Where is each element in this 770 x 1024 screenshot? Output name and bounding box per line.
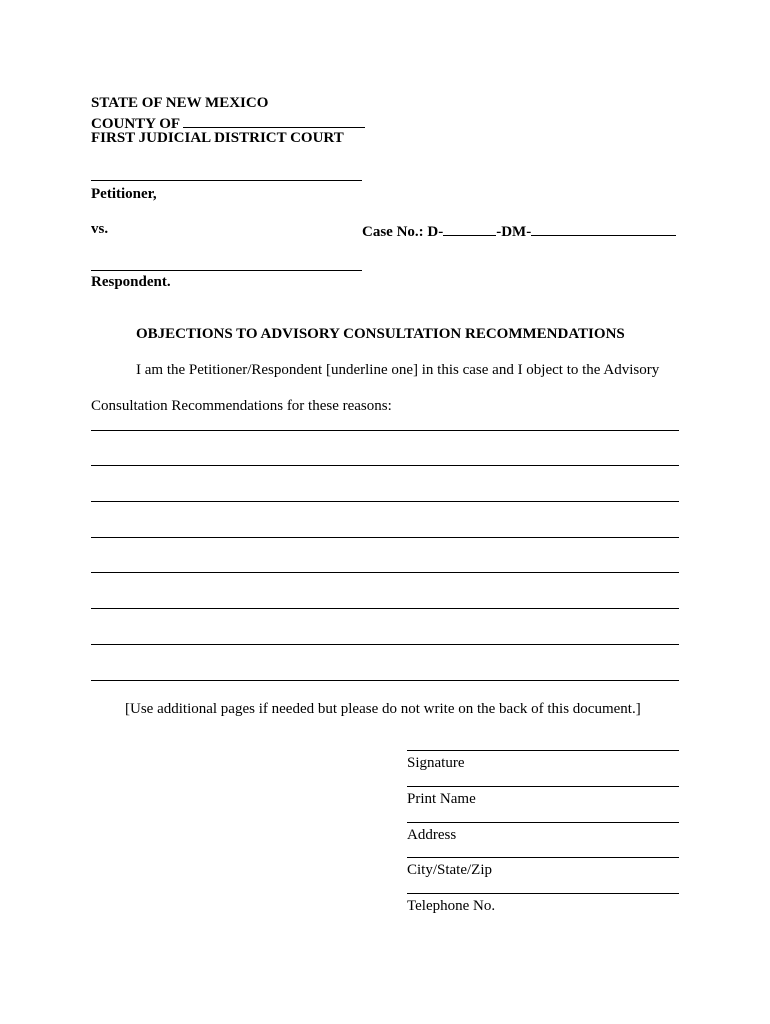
reason-line[interactable]	[91, 608, 679, 609]
petitioner-name-field[interactable]	[91, 180, 362, 181]
telephone-label: Telephone No.	[407, 898, 496, 914]
signature-field[interactable]	[407, 750, 679, 751]
print-name-label: Print Name	[407, 791, 476, 807]
reason-line[interactable]	[91, 501, 679, 502]
print-name-field[interactable]	[407, 786, 679, 787]
case-no-prefix: Case No.: D-	[362, 224, 444, 240]
address-field[interactable]	[407, 822, 679, 823]
address-label: Address	[407, 827, 457, 843]
court-heading: FIRST JUDICIAL DISTRICT COURT	[91, 130, 344, 146]
reason-line[interactable]	[91, 430, 679, 431]
petitioner-label: Petitioner,	[91, 186, 157, 202]
respondent-label: Respondent.	[91, 274, 171, 290]
reason-line[interactable]	[91, 644, 679, 645]
county-label: COUNTY OF	[91, 116, 180, 132]
additional-pages-note: [Use additional pages if needed but please do not write on the back of this document.]	[125, 701, 641, 717]
telephone-field[interactable]	[407, 893, 679, 894]
county-field[interactable]	[183, 113, 365, 128]
case-no-field-1[interactable]	[443, 221, 496, 236]
intro-line-1: I am the Petitioner/Respondent [underline one] in this case and I object to the Advisory	[136, 362, 660, 378]
reason-line[interactable]	[91, 465, 679, 466]
case-no-field-2[interactable]	[531, 221, 676, 236]
case-number-line	[362, 221, 676, 241]
reason-line[interactable]	[91, 572, 679, 573]
city-state-zip-field[interactable]	[407, 857, 679, 858]
intro-line-2: Consultation Recommendations for these reasons:	[91, 398, 392, 414]
state-heading: STATE OF NEW MEXICO	[91, 95, 269, 111]
reason-line[interactable]	[91, 680, 679, 681]
signature-label: Signature	[407, 755, 465, 771]
vs-label: vs.	[91, 221, 109, 237]
city-state-zip-label: City/State/Zip	[407, 862, 492, 878]
case-no-middle: -DM-	[496, 224, 532, 240]
reason-line[interactable]	[91, 537, 679, 538]
respondent-name-field[interactable]	[91, 270, 362, 271]
document-title: OBJECTIONS TO ADVISORY CONSULTATION RECOMMENDATIONS	[136, 326, 625, 342]
